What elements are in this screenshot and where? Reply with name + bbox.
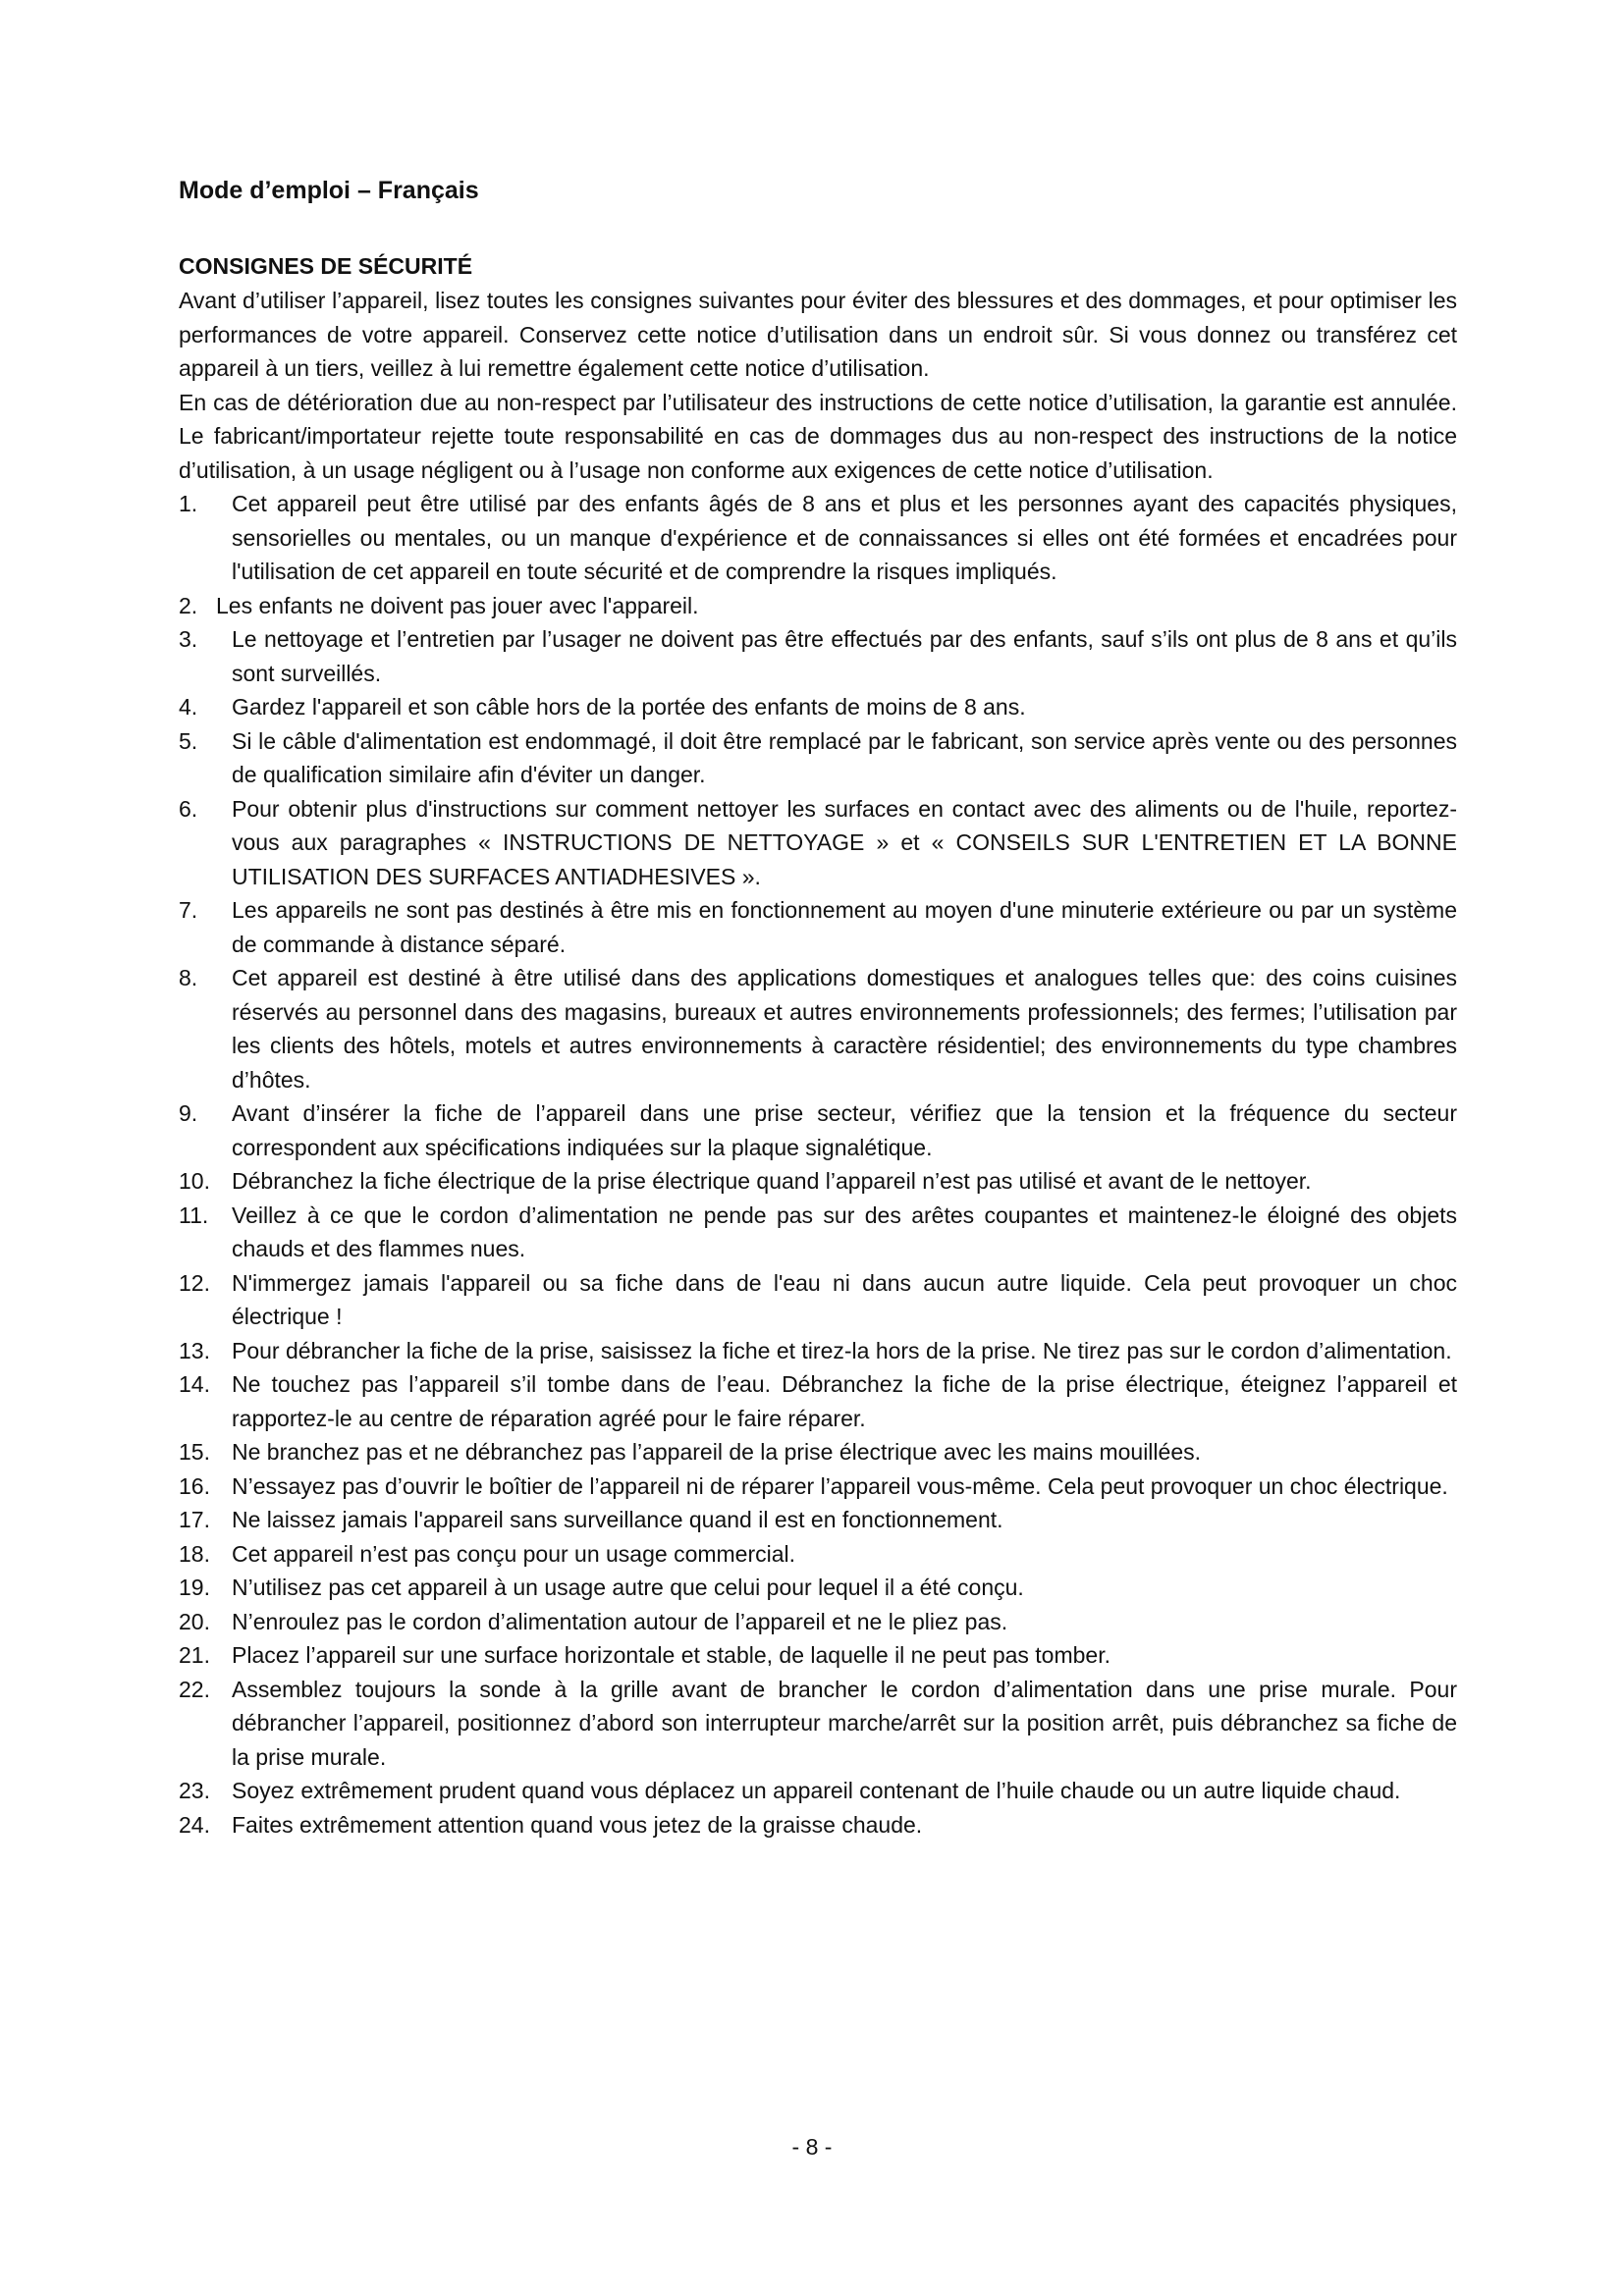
list-item [179, 1096, 1457, 1164]
list-item [179, 1571, 1457, 1605]
document-page [179, 175, 1457, 1842]
item-number: 3. [179, 626, 198, 652]
list-item [179, 1808, 1457, 1842]
item-text: Les appareils ne sont pas destinés à être mis en fonctionnement au moyen d'une minuterie extérieure ou par un système de commande à distance séparé. [232, 897, 1457, 957]
item-number: 2. [179, 592, 198, 618]
list-item [179, 893, 1457, 961]
item-text: N’essayez pas d’ouvrir le boîtier de l’appareil ni de réparer l’appareil vous-même. Cela peut provoquer un choc électrique. [232, 1472, 1448, 1499]
item-number: 13. [179, 1337, 210, 1363]
item-number: 15. [179, 1439, 210, 1465]
item-text: N’enroulez pas le cordon d’alimentation autour de l’appareil et ne le pliez pas. [232, 1608, 1008, 1634]
list-item [179, 1334, 1457, 1368]
list-item [179, 690, 1457, 724]
item-number: 9. [179, 1100, 198, 1126]
list-item [179, 1367, 1457, 1435]
item-number: 12. [179, 1269, 210, 1296]
intro-paragraph: Avant d’utiliser l’appareil, lisez toutes les consignes suivantes pour éviter des blessures et des dommages, et pour optimiser les performances de votre appareil. Conservez cette notice d’utilisation dans un endroit sûr. Si vous donnez ou transférez cet appareil à un tiers, veillez à lui remettre également cette notice d’utilisation. [179, 288, 1457, 381]
list-item [179, 1435, 1457, 1469]
list-item [179, 1673, 1457, 1775]
list-item [179, 724, 1457, 792]
list-item [179, 487, 1457, 589]
item-number: 7. [179, 897, 198, 923]
item-text: Pour débrancher la fiche de la prise, saisissez la fiche et tirez-la hors de la prise. Ne tirez pas sur le cordon d’alimentation. [232, 1337, 1452, 1363]
page-number: - 8 - [791, 2134, 833, 2160]
item-text: Ne branchez pas et ne débranchez pas l’appareil de la prise électrique avec les mains mouillées. [232, 1439, 1202, 1465]
item-text: N’utilisez pas cet appareil à un usage autre que celui pour lequel il a été conçu. [232, 1575, 1024, 1600]
item-number: 20. [179, 1608, 210, 1634]
item-text: Faites extrêmement attention quand vous jetez de la graisse chaude. [232, 1811, 923, 1838]
item-number: 17. [179, 1507, 210, 1532]
item-text: Ne laissez jamais l'appareil sans surveillance quand il est en fonctionnement. [232, 1507, 1003, 1532]
list-item [179, 1469, 1457, 1504]
item-text: Soyez extrêmement prudent quand vous déplacez un appareil contenant de l’huile chaude ou un autre liquide chaud. [232, 1778, 1401, 1803]
item-text: Cet appareil n’est pas conçu pour un usage commercial. [232, 1540, 796, 1567]
item-text: Débranchez la fiche électrique de la prise électrique quand l’appareil n’est pas utilisé et avant de le nettoyer. [232, 1168, 1312, 1194]
item-number: 11. [179, 1201, 209, 1228]
item-text: Cet appareil est destiné à être utilisé dans des applications domestiques et analogues telles que: des coins cuisines réservés au personnel dans des magasins, bureaux et autres environnements professionnels; des fermes; l’utilisation par les clients des hôtels, motels et autres environnements à caractère résidentiel; des environnements du type chambres d’hôtes. [232, 965, 1457, 1093]
list-item [179, 792, 1457, 894]
item-text: Avant d’insérer la fiche de l’appareil dans une prise secteur, vérifiez que la tension et la fréquence du secteur correspondent aux spécifications indiquées sur la plaque signalétique. [232, 1100, 1457, 1160]
list-item [179, 1199, 1457, 1266]
safety-instructions-list [179, 487, 1457, 1842]
item-number: 6. [179, 795, 198, 822]
item-number: 8. [179, 965, 198, 990]
item-number: 18. [179, 1540, 210, 1567]
item-text: Les enfants ne doivent pas jouer avec l'appareil. [216, 592, 699, 618]
item-number: 5. [179, 727, 198, 754]
warranty-paragraph: En cas de détérioration due au non-respect par l’utilisateur des instructions de cette notice d’utilisation, la garantie est annulée. Le fabricant/importateur rejette toute responsabilité en cas de dommages dus au non-respect des instructions de la notice d’utilisation, à un usage négligent ou à l’usage non conforme aux exigences de cette notice d’utilisation. [179, 389, 1457, 483]
item-text: Si le câble d'alimentation est endommagé, il doit être remplacé par le fabricant, son service après vente ou des personnes de qualification similaire afin d'éviter un danger. [232, 727, 1457, 787]
list-item [179, 1266, 1457, 1334]
item-number: 16. [179, 1472, 210, 1499]
item-number: 23. [179, 1778, 210, 1803]
item-number: 21. [179, 1642, 210, 1668]
document-title: Mode d’emploi – Français [179, 177, 479, 204]
item-text: Veillez à ce que le cordon d’alimentation ne pende pas sur des arêtes coupantes et maintenez-le éloigné des objets chauds et des flammes nues. [232, 1201, 1457, 1261]
list-item [179, 1164, 1457, 1199]
item-number: 22. [179, 1676, 210, 1702]
item-text: Gardez l'appareil et son câble hors de la portée des enfants de moins de 8 ans. [232, 694, 1026, 720]
section-heading: CONSIGNES DE SÉCURITÉ [179, 253, 473, 279]
item-number: 24. [179, 1811, 210, 1838]
item-text: Placez l’appareil sur une surface horizontale et stable, de laquelle il ne peut pas tomber. [232, 1642, 1110, 1668]
item-text: Assemblez toujours la sonde à la grille avant de brancher le cordon d’alimentation dans une prise murale. Pour débrancher l’appareil, positionnez d’abord son interrupteur marche/arrêt sur la position arrêt, puis débranchez sa fiche de la prise murale. [232, 1676, 1457, 1770]
list-item [179, 1774, 1457, 1808]
item-text: N'immergez jamais l'appareil ou sa fiche dans de l'eau ni dans aucun autre liquide. Cela peut provoquer un choc électrique ! [232, 1269, 1457, 1329]
list-item [179, 1503, 1457, 1537]
item-number: 1. [179, 491, 198, 516]
list-item [179, 1605, 1457, 1639]
item-text: Pour obtenir plus d'instructions sur comment nettoyer les surfaces en contact avec des aliments ou de l'huile, reportez-vous aux paragraphes « INSTRUCTIONS DE NETTOYAGE » et « CONSEILS SUR L'ENTRETIEN ET LA BONNE UTILISATION DES SURFACES ANTIADHESIVES ». [232, 795, 1457, 889]
list-item [179, 589, 1457, 623]
item-number: 4. [179, 694, 198, 720]
list-item [179, 1638, 1457, 1673]
item-number: 19. [179, 1575, 210, 1600]
list-item [179, 961, 1457, 1096]
list-item [179, 1537, 1457, 1572]
item-text: Ne touchez pas l’appareil s’il tombe dans de l’eau. Débranchez la fiche de la prise électrique, éteignez l’appareil et rapportez-le au centre de réparation agréé pour le faire réparer. [232, 1371, 1457, 1431]
item-text: Cet appareil peut être utilisé par des enfants âgés de 8 ans et plus et les personnes ayant des capacités physiques, sensorielles ou mentales, ou un manque d'expérience et de connaissances si elles ont été formées et encadrées pour l'utilisation de cet appareil en toute sécurité et de comprendre la risques impliqués. [232, 491, 1457, 584]
item-number: 10. [179, 1168, 210, 1194]
list-item [179, 622, 1457, 690]
item-text: Le nettoyage et l’entretien par l’usager ne doivent pas être effectués par des enfants, sauf s’ils ont plus de 8 ans et qu’ils sont surveillés. [232, 626, 1457, 686]
item-number: 14. [179, 1371, 210, 1397]
